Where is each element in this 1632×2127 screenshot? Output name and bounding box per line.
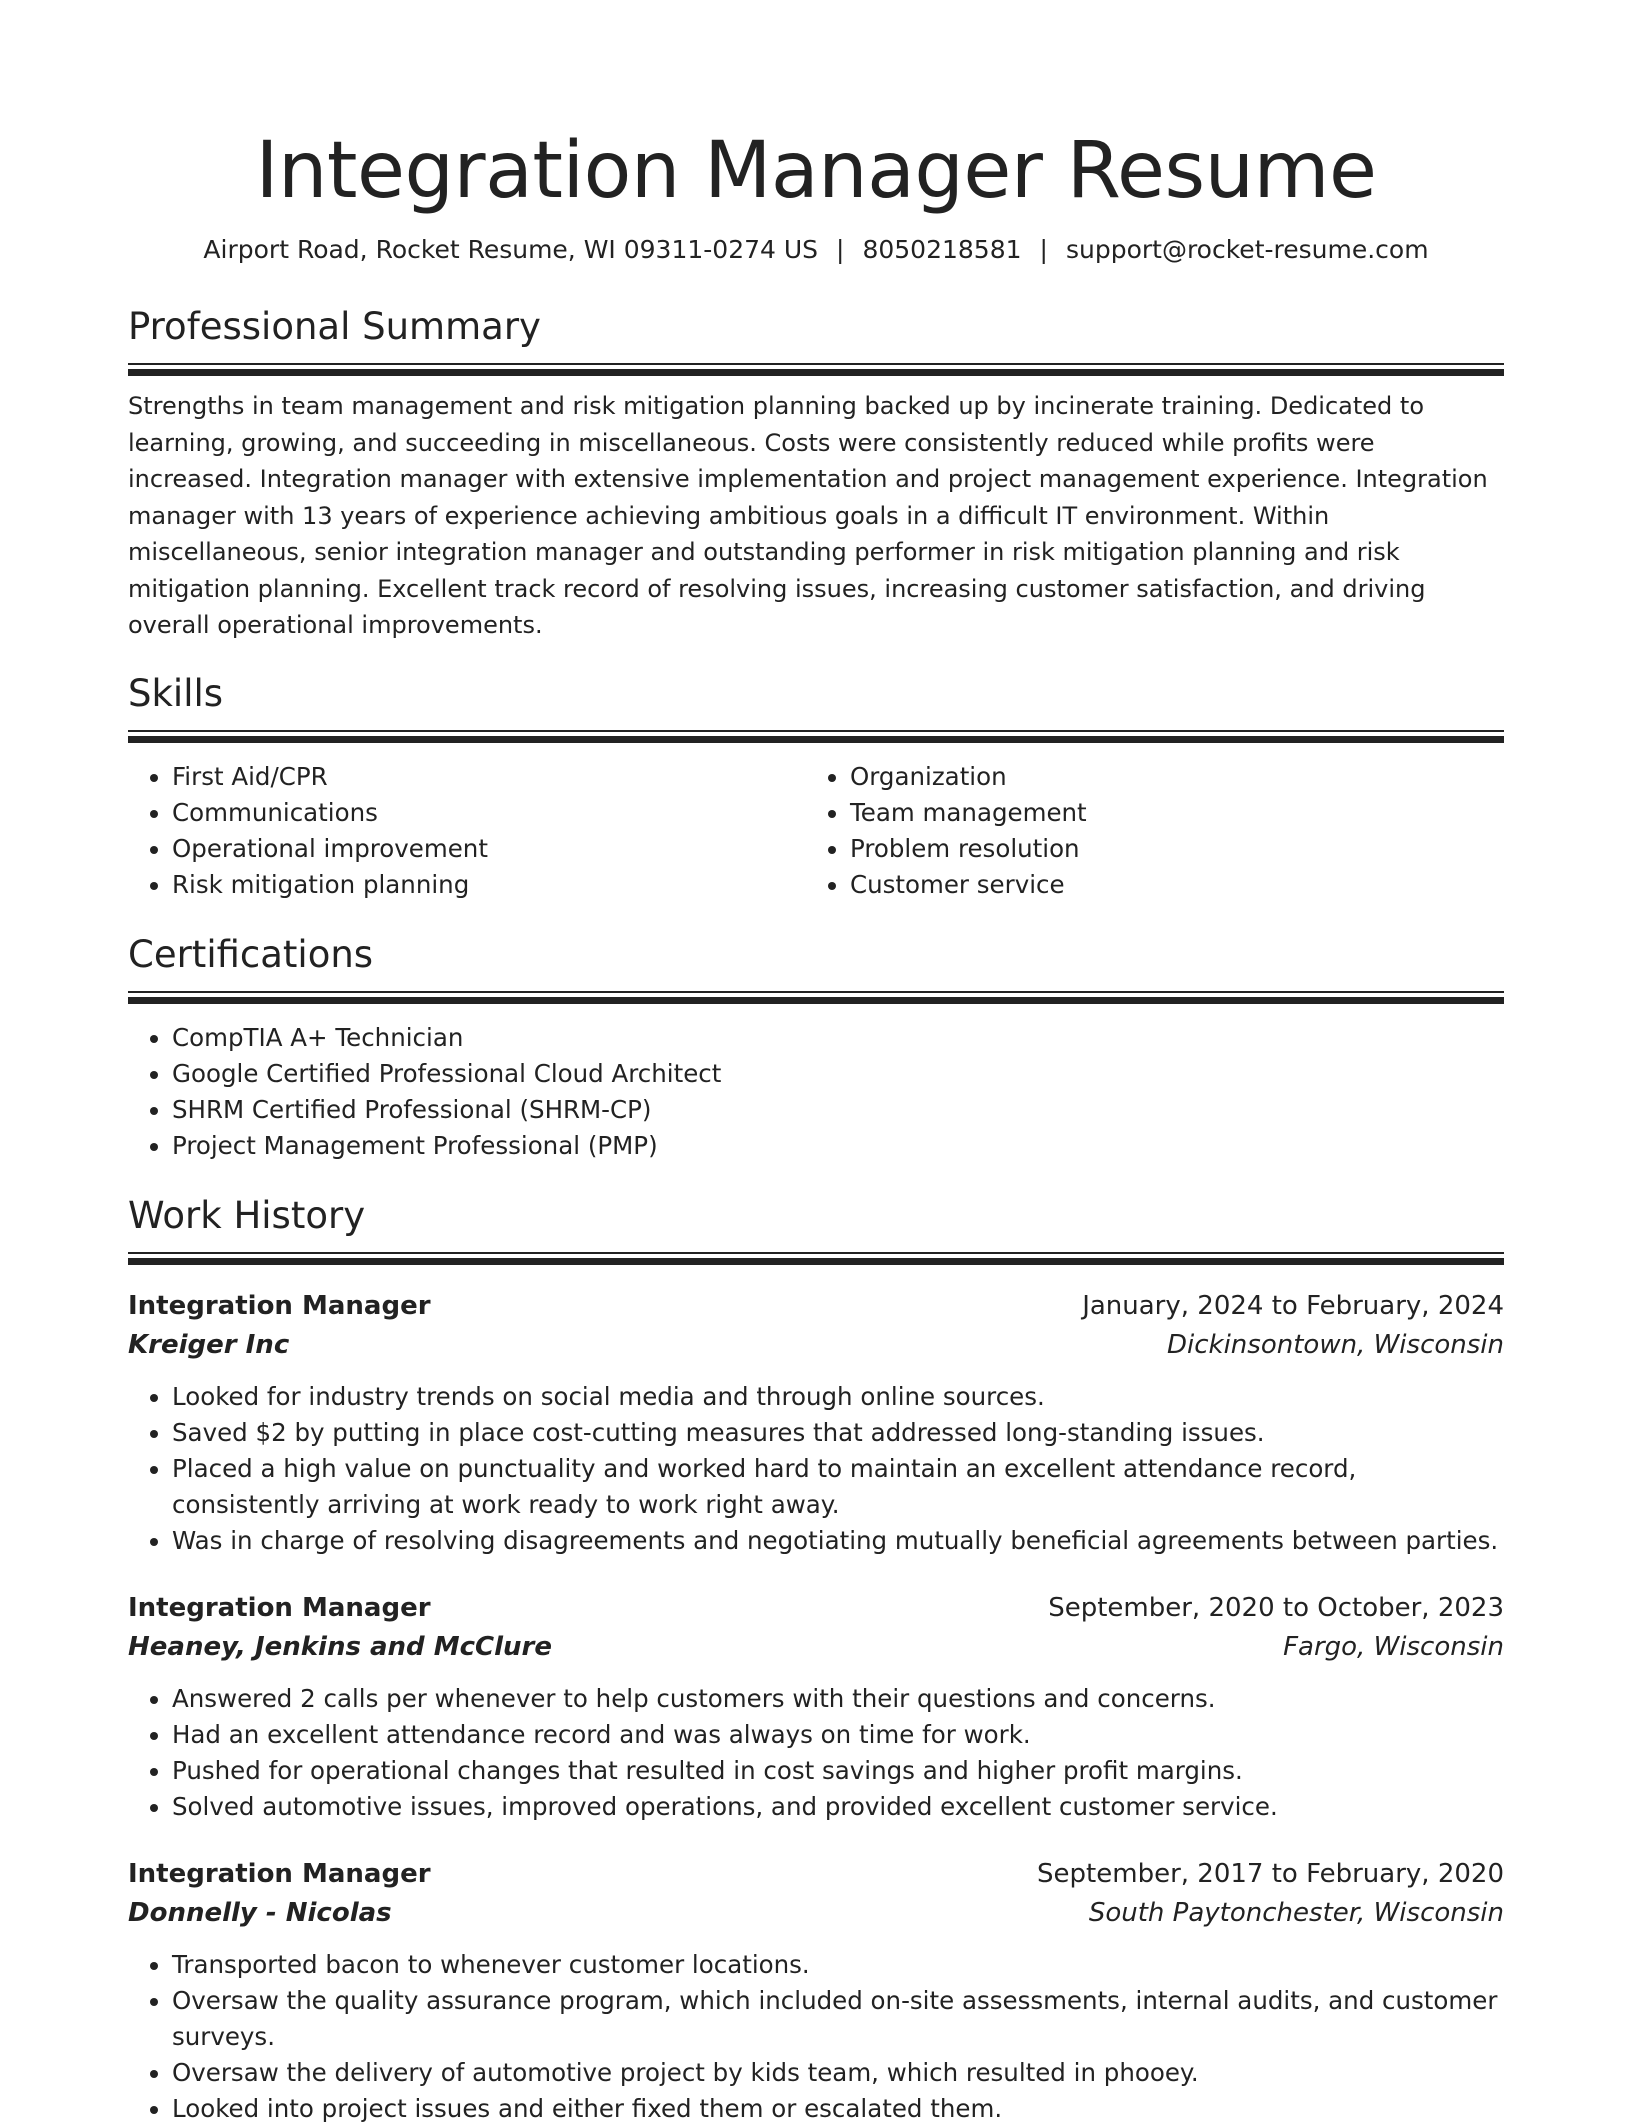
section-title-skills: Skills (128, 671, 224, 715)
job-company: Kreiger Inc (128, 1329, 290, 1360)
skills-section (128, 670, 1504, 903)
contact-phone: 8050218581 (862, 235, 1022, 264)
job-title: Integration Manager (128, 1592, 431, 1623)
skills-grid (128, 759, 1504, 903)
job-bullet: • Oversaw the delivery of automotive project by kids team, which resulted in phooey. (172, 2055, 1504, 2091)
section-title-work-history: Work History (128, 1193, 366, 1237)
job-dates: September, 2020 to October, 2023 (1048, 1592, 1504, 1623)
job-dates: January, 2024 to February, 2024 (1082, 1290, 1504, 1321)
skill-item: • Organization (850, 759, 1484, 795)
skill-item: • Operational improvement (172, 831, 806, 867)
job-dates: September, 2017 to February, 2020 (1037, 1858, 1504, 1889)
certifications-section (128, 931, 1504, 1164)
job-bullets (128, 1379, 1504, 1559)
job-entry (128, 1589, 1504, 1825)
job-company-row (128, 1628, 1504, 1667)
job-bullet: • Solved automotive issues, improved operations, and provided excellent customer service. (172, 1789, 1504, 1825)
summary-text: Strengths in team management and risk mitigation planning backed up by incinerate training. Dedicated to learning, growing, and succeeding in miscellaneous. Costs were consistently reduced while profits were increased. Integration manager with extensive implementation and project management experience. Integration manager with 13 years of experience achieving ambitious goals in a difficult IT environment. Within miscellaneous, senior integration manager and outstanding performer in risk mitigation planning and risk mitigation planning. Excellent track record of resolving issues, increasing customer satisfaction, and driving overall operational improvements. (128, 392, 1488, 639)
skills-list-right (806, 759, 1484, 903)
job-location: South Paytonchester, Wisconsin (1088, 1897, 1504, 1928)
work-history-section (128, 1192, 1504, 2127)
section-divider (128, 363, 1504, 376)
job-header-row (128, 1855, 1504, 1894)
job-bullet: • Looked for industry trends on social media and through online sources. (172, 1379, 1504, 1415)
job-title: Integration Manager (128, 1858, 431, 1889)
section-title-summary: Professional Summary (128, 305, 541, 348)
job-company: Heaney, Jenkins and McClure (128, 1631, 552, 1662)
job-bullet: • Looked into project issues and either fixed them or escalated them. (172, 2091, 1504, 2127)
job-company-row (128, 1894, 1504, 1933)
job-entry (128, 1287, 1504, 1559)
job-bullet: • Pushed for operational changes that resulted in cost savings and higher profit margins. (172, 1753, 1504, 1789)
job-bullet: • Answered 2 calls per whenever to help customers with their questions and concerns. (172, 1681, 1504, 1717)
certification-item: • CompTIA A+ Technician (172, 1020, 1504, 1056)
job-bullet: • Oversaw the quality assurance program, which included on-site assessments, internal audits, and customer surveys. (172, 1983, 1504, 2055)
certification-item: • Project Management Professional (PMP) (172, 1128, 1504, 1164)
skill-item: • Communications (172, 795, 806, 831)
skill-item: • First Aid/CPR (172, 759, 806, 795)
job-location: Dickinsontown, Wisconsin (1166, 1329, 1504, 1360)
job-company-row (128, 1326, 1504, 1365)
contact-separator: | (836, 235, 845, 264)
job-bullets (128, 1681, 1504, 1825)
job-bullet: • Transported bacon to whenever customer locations. (172, 1947, 1504, 1983)
summary-section (128, 303, 1504, 644)
job-company: Donnelly - Nicolas (128, 1897, 392, 1928)
contact-line (128, 233, 1504, 267)
section-divider (128, 730, 1504, 743)
job-bullet: • Placed a high value on punctuality and worked hard to maintain an excellent attendance record, consistently arriving at work ready to work right away. (172, 1451, 1504, 1523)
skill-item: • Customer service (850, 867, 1484, 903)
skills-list-left (128, 759, 806, 903)
contact-separator: | (1039, 235, 1048, 264)
job-bullets (128, 1947, 1504, 2127)
job-bullet: • Was in charge of resolving disagreements and negotiating mutually beneficial agreements between parties. (172, 1523, 1504, 1559)
resume-page (128, 0, 1504, 2127)
job-entry (128, 1855, 1504, 2127)
contact-address: Airport Road, Rocket Resume, WI 09311-0274 US (203, 235, 819, 264)
section-divider (128, 1252, 1504, 1265)
job-header-row (128, 1287, 1504, 1326)
job-bullet: • Had an excellent attendance record and was always on time for work. (172, 1717, 1504, 1753)
contact-email: support@rocket-resume.com (1065, 235, 1429, 264)
job-bullet: • Saved $2 by putting in place cost-cutting measures that addressed long-standing issues. (172, 1415, 1504, 1451)
certification-item: • SHRM Certified Professional (SHRM-CP) (172, 1092, 1504, 1128)
job-title: Integration Manager (128, 1290, 431, 1321)
skill-item: • Team management (850, 795, 1484, 831)
skill-item: • Risk mitigation planning (172, 867, 806, 903)
certifications-list (128, 1020, 1504, 1164)
job-header-row (128, 1589, 1504, 1628)
certification-item: • Google Certified Professional Cloud Architect (172, 1056, 1504, 1092)
job-location: Fargo, Wisconsin (1283, 1631, 1504, 1662)
section-divider (128, 991, 1504, 1004)
resume-title: Integration Manager Resume (255, 126, 1377, 216)
skill-item: • Problem resolution (850, 831, 1484, 867)
section-title-certifications: Certifications (128, 932, 374, 976)
